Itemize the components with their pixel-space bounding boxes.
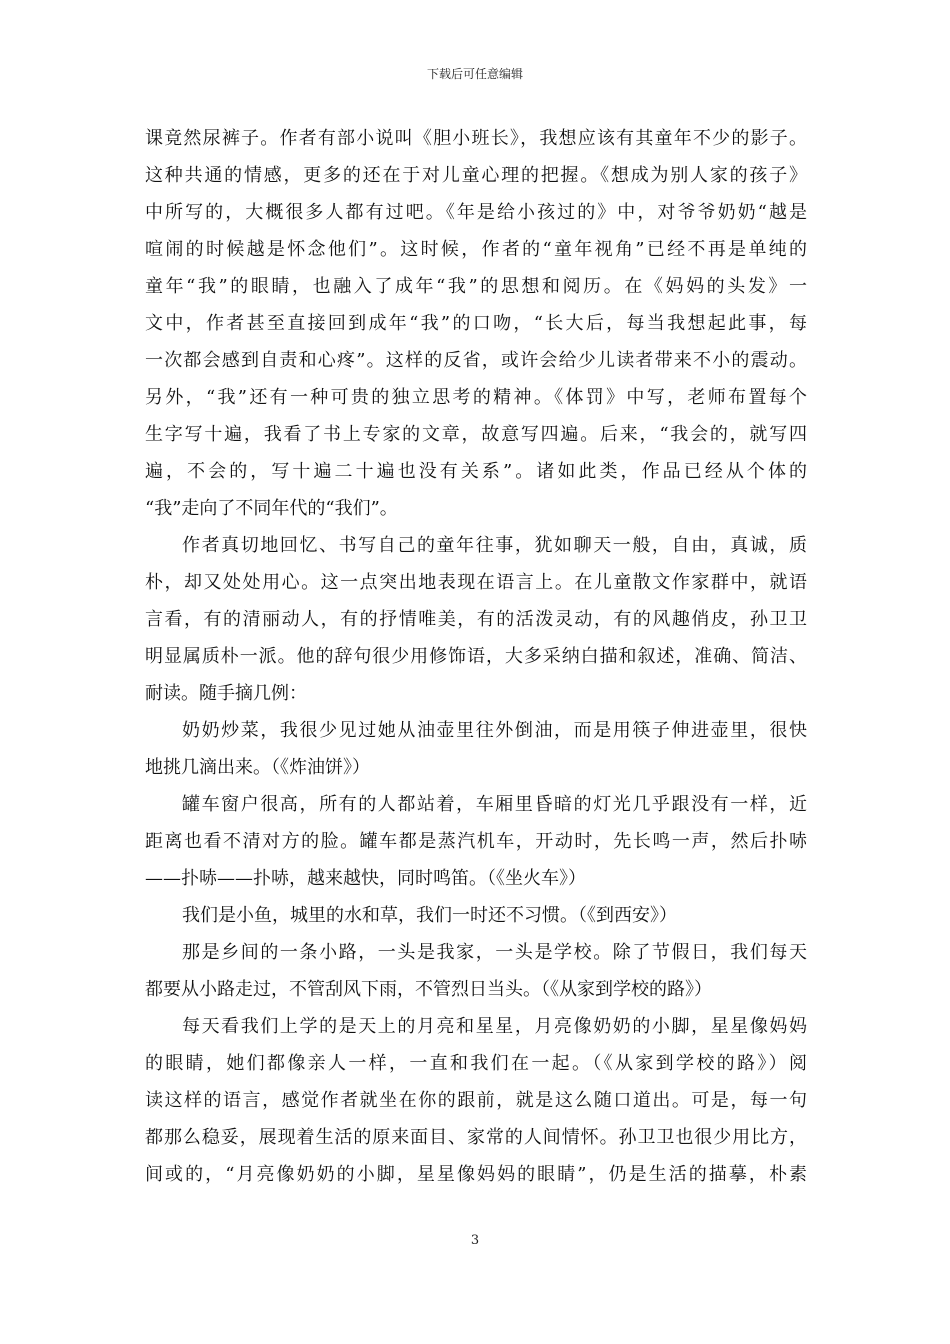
text-line: 罐车窗户很高，所有的人都站着，车厢里昏暗的灯光几乎跟没有一样，近 <box>182 794 807 815</box>
text-line: 距离也看不清对方的脸。罐车都是蒸汽机车，开动时，先长鸣一声，然后扑哧 <box>145 831 807 852</box>
document-body <box>145 120 807 1193</box>
text-line: 另外，“我”还有一种可贵的独立思考的精神。《体罚》中写，老师布置每个 <box>145 387 807 408</box>
text-line: 一次都会感到自责和心疼”。这样的反省，或许会给少儿读者带来不小的震动。 <box>145 350 807 371</box>
text-line: 文中，作者甚至直接回到成年“我”的口吻，“长大后，每当我想起此事，每 <box>145 313 807 334</box>
text-line: ——扑哧——扑哧，越来越快，同时鸣笛。（《坐火车》） <box>145 868 586 889</box>
text-line: 生字写十遍，我看了书上专家的文章，故意写四遍。后来，“我会的，就写四 <box>145 424 807 445</box>
text-line: 朴，却又处处用心。这一点突出地表现在语言上。在儿童散文作家群中，就语 <box>145 572 807 593</box>
text-line: 这种共通的情感，更多的还在于对儿童心理的把握。《想成为别人家的孩子》 <box>145 165 807 186</box>
text-line: 中所写的，大概很多人都有过吧。《年是给小孩过的》中，对爷爷奶奶“越是 <box>145 202 807 223</box>
text-line: 遍，不会的，写十遍二十遍也没有关系”。诸如此类，作品已经从个体的 <box>145 461 807 482</box>
text-line: 喧闹的时候越是怀念他们”。这时候，作者的“童年视角”已经不再是单纯的 <box>145 239 807 260</box>
text-line: 奶奶炒菜，我很少见过她从油壶里往外倒油，而是用筷子伸进壶里，很快 <box>182 720 807 741</box>
page-number: 3 <box>470 1233 480 1248</box>
page-header: 下载后可任意编辑 <box>426 67 523 81</box>
text-line: 地挑几滴出来。（《炸油饼》） <box>145 757 370 778</box>
text-line: 都要从小路走过，不管刮风下雨，不管烈日当头。（《从家到学校的路》） <box>145 979 712 1000</box>
text-line: 间或的，“月亮像奶奶的小脚，星星像妈妈的眼睛”，仍是生活的描摹，朴素 <box>145 1164 807 1185</box>
text-line: 的眼睛，她们都像亲人一样，一直和我们在一起。（《从家到学校的路》）阅 <box>145 1053 807 1074</box>
text-line: 都那么稳妥，展现着生活的原来面目、家常的人间情怀。孙卫卫也很少用比方， <box>145 1127 807 1148</box>
text-line: 每天看我们上学的是天上的月亮和星星，月亮像奶奶的小脚，星星像妈妈 <box>182 1016 807 1037</box>
text-line: 课竟然尿裤子。作者有部小说叫《胆小班长》，我想应该有其童年不少的影子。 <box>145 128 807 149</box>
text-line: 言看，有的清丽动人，有的抒情唯美，有的活泼灵动，有的风趣俏皮，孙卫卫 <box>145 609 807 630</box>
text-line: 童年“我”的眼睛，也融入了成年“我”的思想和阅历。在《妈妈的头发》一 <box>145 276 807 297</box>
text-line: 读这样的语言，感觉作者就坐在你的跟前，就是这么随口道出。可是，每一句 <box>145 1090 807 1111</box>
text-line: 我们是小鱼，城里的水和草，我们一时还不习惯。（《到西安》） <box>182 905 677 926</box>
text-line: 耐读。随手摘几例： <box>145 683 307 704</box>
text-line: 明显属质朴一派。他的辞句很少用修饰语，大多采纳白描和叙述，准确、简洁、 <box>145 646 807 667</box>
text-line: “我”走向了不同年代的“我们”。 <box>145 498 398 519</box>
text-line: 作者真切地回忆、书写自己的童年往事，犹如聊天一般，自由，真诚，质 <box>182 535 807 556</box>
text-line: 那是乡间的一条小路，一头是我家，一头是学校。除了节假日，我们每天 <box>182 942 807 963</box>
